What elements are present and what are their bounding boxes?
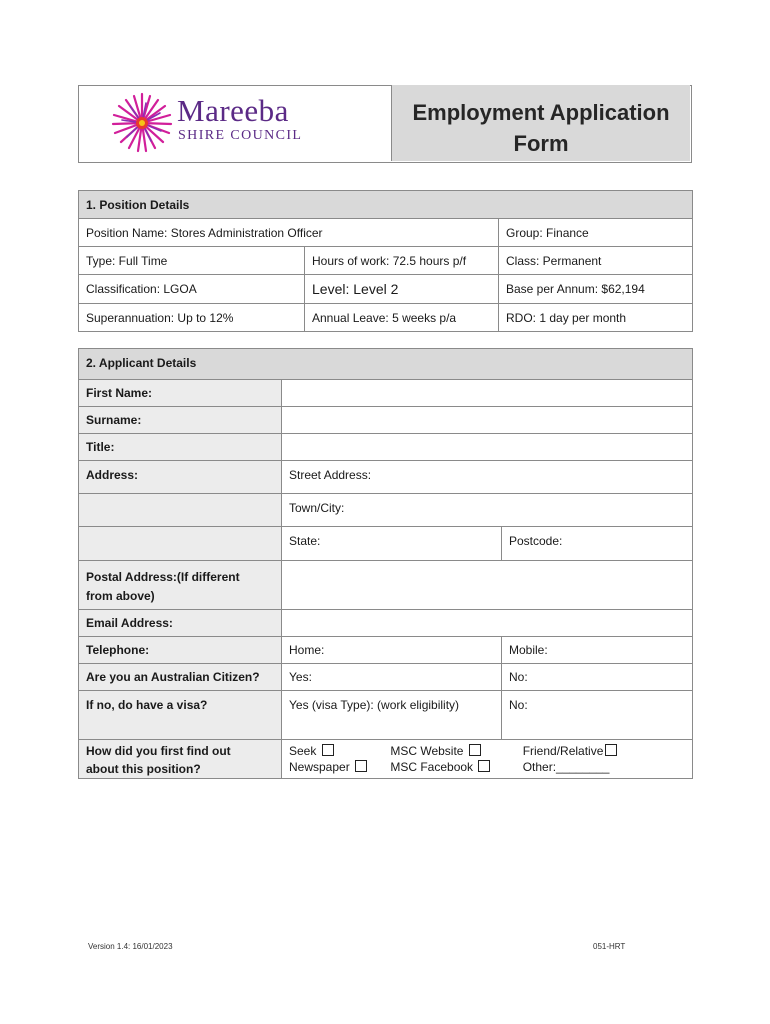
find-out-options (282, 740, 693, 779)
visa-label: If no, do have a visa? (79, 691, 282, 740)
position-rdo: RDO: 1 day per month (499, 304, 693, 332)
form-title-line1: Employment Application (412, 100, 670, 125)
form-title (392, 97, 690, 159)
visa-yes-field[interactable]: Yes (visa Type): (work eligibility) (282, 691, 502, 740)
option-msc-facebook[interactable] (390, 759, 515, 775)
find-out-label (79, 740, 282, 779)
first-name-field[interactable] (282, 380, 693, 407)
state-field[interactable]: State: (282, 527, 502, 561)
option-friend-relative[interactable] (523, 743, 663, 759)
postal-address-label-line2: from above) (86, 589, 155, 603)
position-name: Position Name: Stores Administration Officer (79, 219, 499, 247)
position-classification: Classification: LGOA (79, 275, 305, 304)
address-label: Address: (79, 461, 282, 494)
visa-no-field[interactable]: No: (502, 691, 693, 740)
option-msc-facebook-label: MSC Facebook (390, 760, 474, 774)
msc-facebook-checkbox[interactable] (478, 760, 490, 772)
position-details-heading: 1. Position Details (79, 191, 693, 219)
option-msc-website[interactable] (390, 743, 515, 759)
seek-checkbox[interactable] (322, 744, 334, 756)
home-phone-field[interactable]: Home: (282, 637, 502, 664)
email-label: Email Address: (79, 610, 282, 637)
find-out-label-line1: How did you first find out (86, 744, 231, 758)
address-label-spacer (79, 527, 282, 561)
address-label-spacer (79, 494, 282, 527)
council-logo-flower (106, 92, 176, 154)
town-city-field[interactable]: Town/City: (282, 494, 693, 527)
position-type: Type: Full Time (79, 247, 305, 275)
postal-address-label-line1: Postal Address:(If different (86, 570, 240, 584)
option-newspaper[interactable] (289, 759, 383, 775)
position-base-salary: Base per Annum: $62,194 (499, 275, 693, 304)
postcode-field[interactable]: Postcode: (502, 527, 693, 561)
form-code-footer: 051-HRT (593, 942, 626, 951)
msc-website-checkbox[interactable] (469, 744, 481, 756)
position-group: Group: Finance (499, 219, 693, 247)
option-seek-label: Seek (289, 744, 317, 758)
postal-address-label (79, 561, 282, 610)
logo-subtitle: SHIRE COUNCIL (178, 128, 303, 143)
find-out-label-line2: about this position? (86, 762, 201, 776)
email-field[interactable] (282, 610, 693, 637)
find-out-column-1 (289, 743, 383, 775)
street-address-field[interactable]: Street Address: (282, 461, 693, 494)
option-friend-label: Friend/Relative (522, 744, 604, 758)
logo-name: Mareeba (177, 93, 289, 128)
position-class: Class: Permanent (499, 247, 693, 275)
version-footer: Version 1.4: 16/01/2023 (88, 942, 173, 951)
applicant-details-table (78, 348, 693, 779)
position-superannuation: Superannuation: Up to 12% (79, 304, 305, 332)
position-hours: Hours of work: 72.5 hours p/f (305, 247, 499, 275)
title-label: Title: (79, 434, 282, 461)
find-out-column-2 (390, 743, 515, 775)
postal-address-field[interactable] (282, 561, 693, 610)
friend-relative-checkbox[interactable] (605, 744, 617, 756)
position-details-table (78, 190, 693, 332)
option-newspaper-label: Newspaper (289, 760, 350, 774)
first-name-label: First Name: (79, 380, 282, 407)
telephone-label: Telephone: (79, 637, 282, 664)
find-out-column-3 (523, 743, 663, 775)
option-other[interactable]: Other:________ (522, 760, 610, 774)
citizen-label: Are you an Australian Citizen? (79, 664, 282, 691)
applicant-details-heading: 2. Applicant Details (79, 349, 693, 380)
position-annual-leave: Annual Leave: 5 weeks p/a (305, 304, 499, 332)
citizen-yes-field[interactable]: Yes: (282, 664, 502, 691)
title-field[interactable] (282, 434, 693, 461)
surname-field[interactable] (282, 407, 693, 434)
position-level: Level: Level 2 (305, 275, 499, 304)
option-seek[interactable] (289, 743, 383, 759)
form-title-line2: Form (513, 131, 569, 156)
citizen-no-field[interactable]: No: (502, 664, 693, 691)
surname-label: Surname: (79, 407, 282, 434)
newspaper-checkbox[interactable] (355, 760, 367, 772)
option-msc-website-label: MSC Website (390, 744, 464, 758)
mobile-phone-field[interactable]: Mobile: (502, 637, 693, 664)
